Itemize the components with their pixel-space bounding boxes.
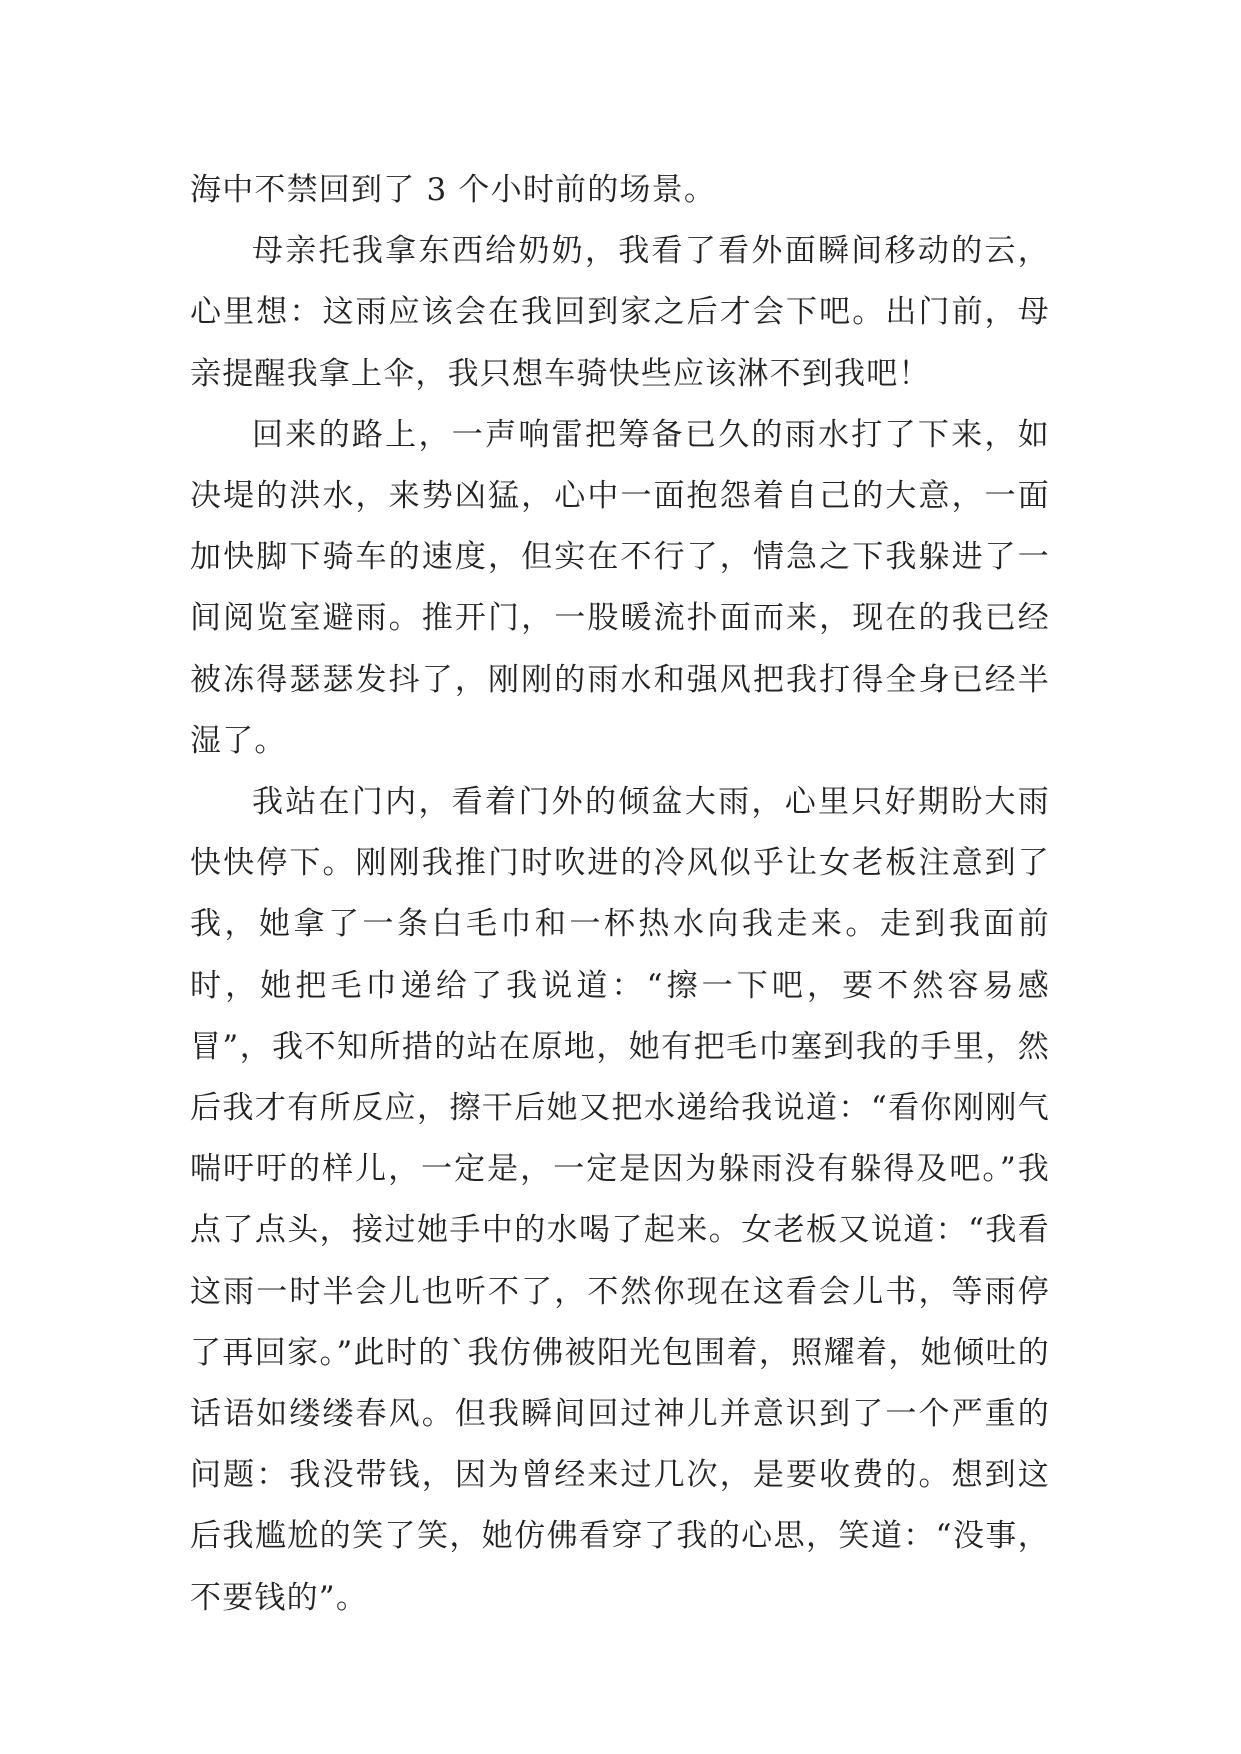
paragraph-mother-request: 母亲托我拿东西给奶奶，我看了看外面瞬间移动的云，心里想：这雨应该会在我回到家之后才会下吧。出门前，母亲提醒我拿上伞，我只想车骑快些应该淋不到我吧！ xyxy=(190,233,1050,392)
paragraph-rain-shelter: 回来的路上，一声响雷把筹备已久的雨水打了下来，如决堤的洪水，来势凶猛，心中一面抱怨着自己的大意，一面加快脚下骑车的速度，但实在不行了，情急之下我躲进了一间阅览室避雨。推开门，一股暖流扑面而来，现在的我已经被冻得瑟瑟发抖了，刚刚的雨水和强风把我打得全身已经半湿了。 xyxy=(190,416,1050,759)
paragraph-continuation: 海中不禁回到了 3 个小时前的场景。 xyxy=(190,172,717,208)
document-body xyxy=(190,160,1050,1629)
paragraph-reading-room-owner: 我站在门内，看着门外的倾盆大雨，心里只好期盼大雨快快停下。刚刚我推门时吹进的冷风似乎让女老板注意到了我，她拿了一条白毛巾和一杯热水向我走来。走到我面前时，她把毛巾递给了我说道：“擦一下吧，要不然容易感冒”，我不知所措的站在原地，她有把毛巾塞到我的手里，然后我才有所反应，擦干后她又把水递给我说道：“看你刚刚气喘吁吁的样儿，一定是，一定是因为躲雨没有躲得及吧。”我点了点头，接过她手中的水喝了起来。女老板又说道：“我看这雨一时半会儿也听不了，不然你现在这看会儿书，等雨停了再回家。”此时的`我仿佛被阳光包围着，照耀着，她倾吐的话语如缕缕春风。但我瞬间回过神儿并意识到了一个严重的问题：我没带钱，因为曾经来过几次，是要收费的。想到这后我尴尬的笑了笑，她仿佛看穿了我的心思，笑道：“没事，不要钱的”。 xyxy=(190,784,1050,1616)
